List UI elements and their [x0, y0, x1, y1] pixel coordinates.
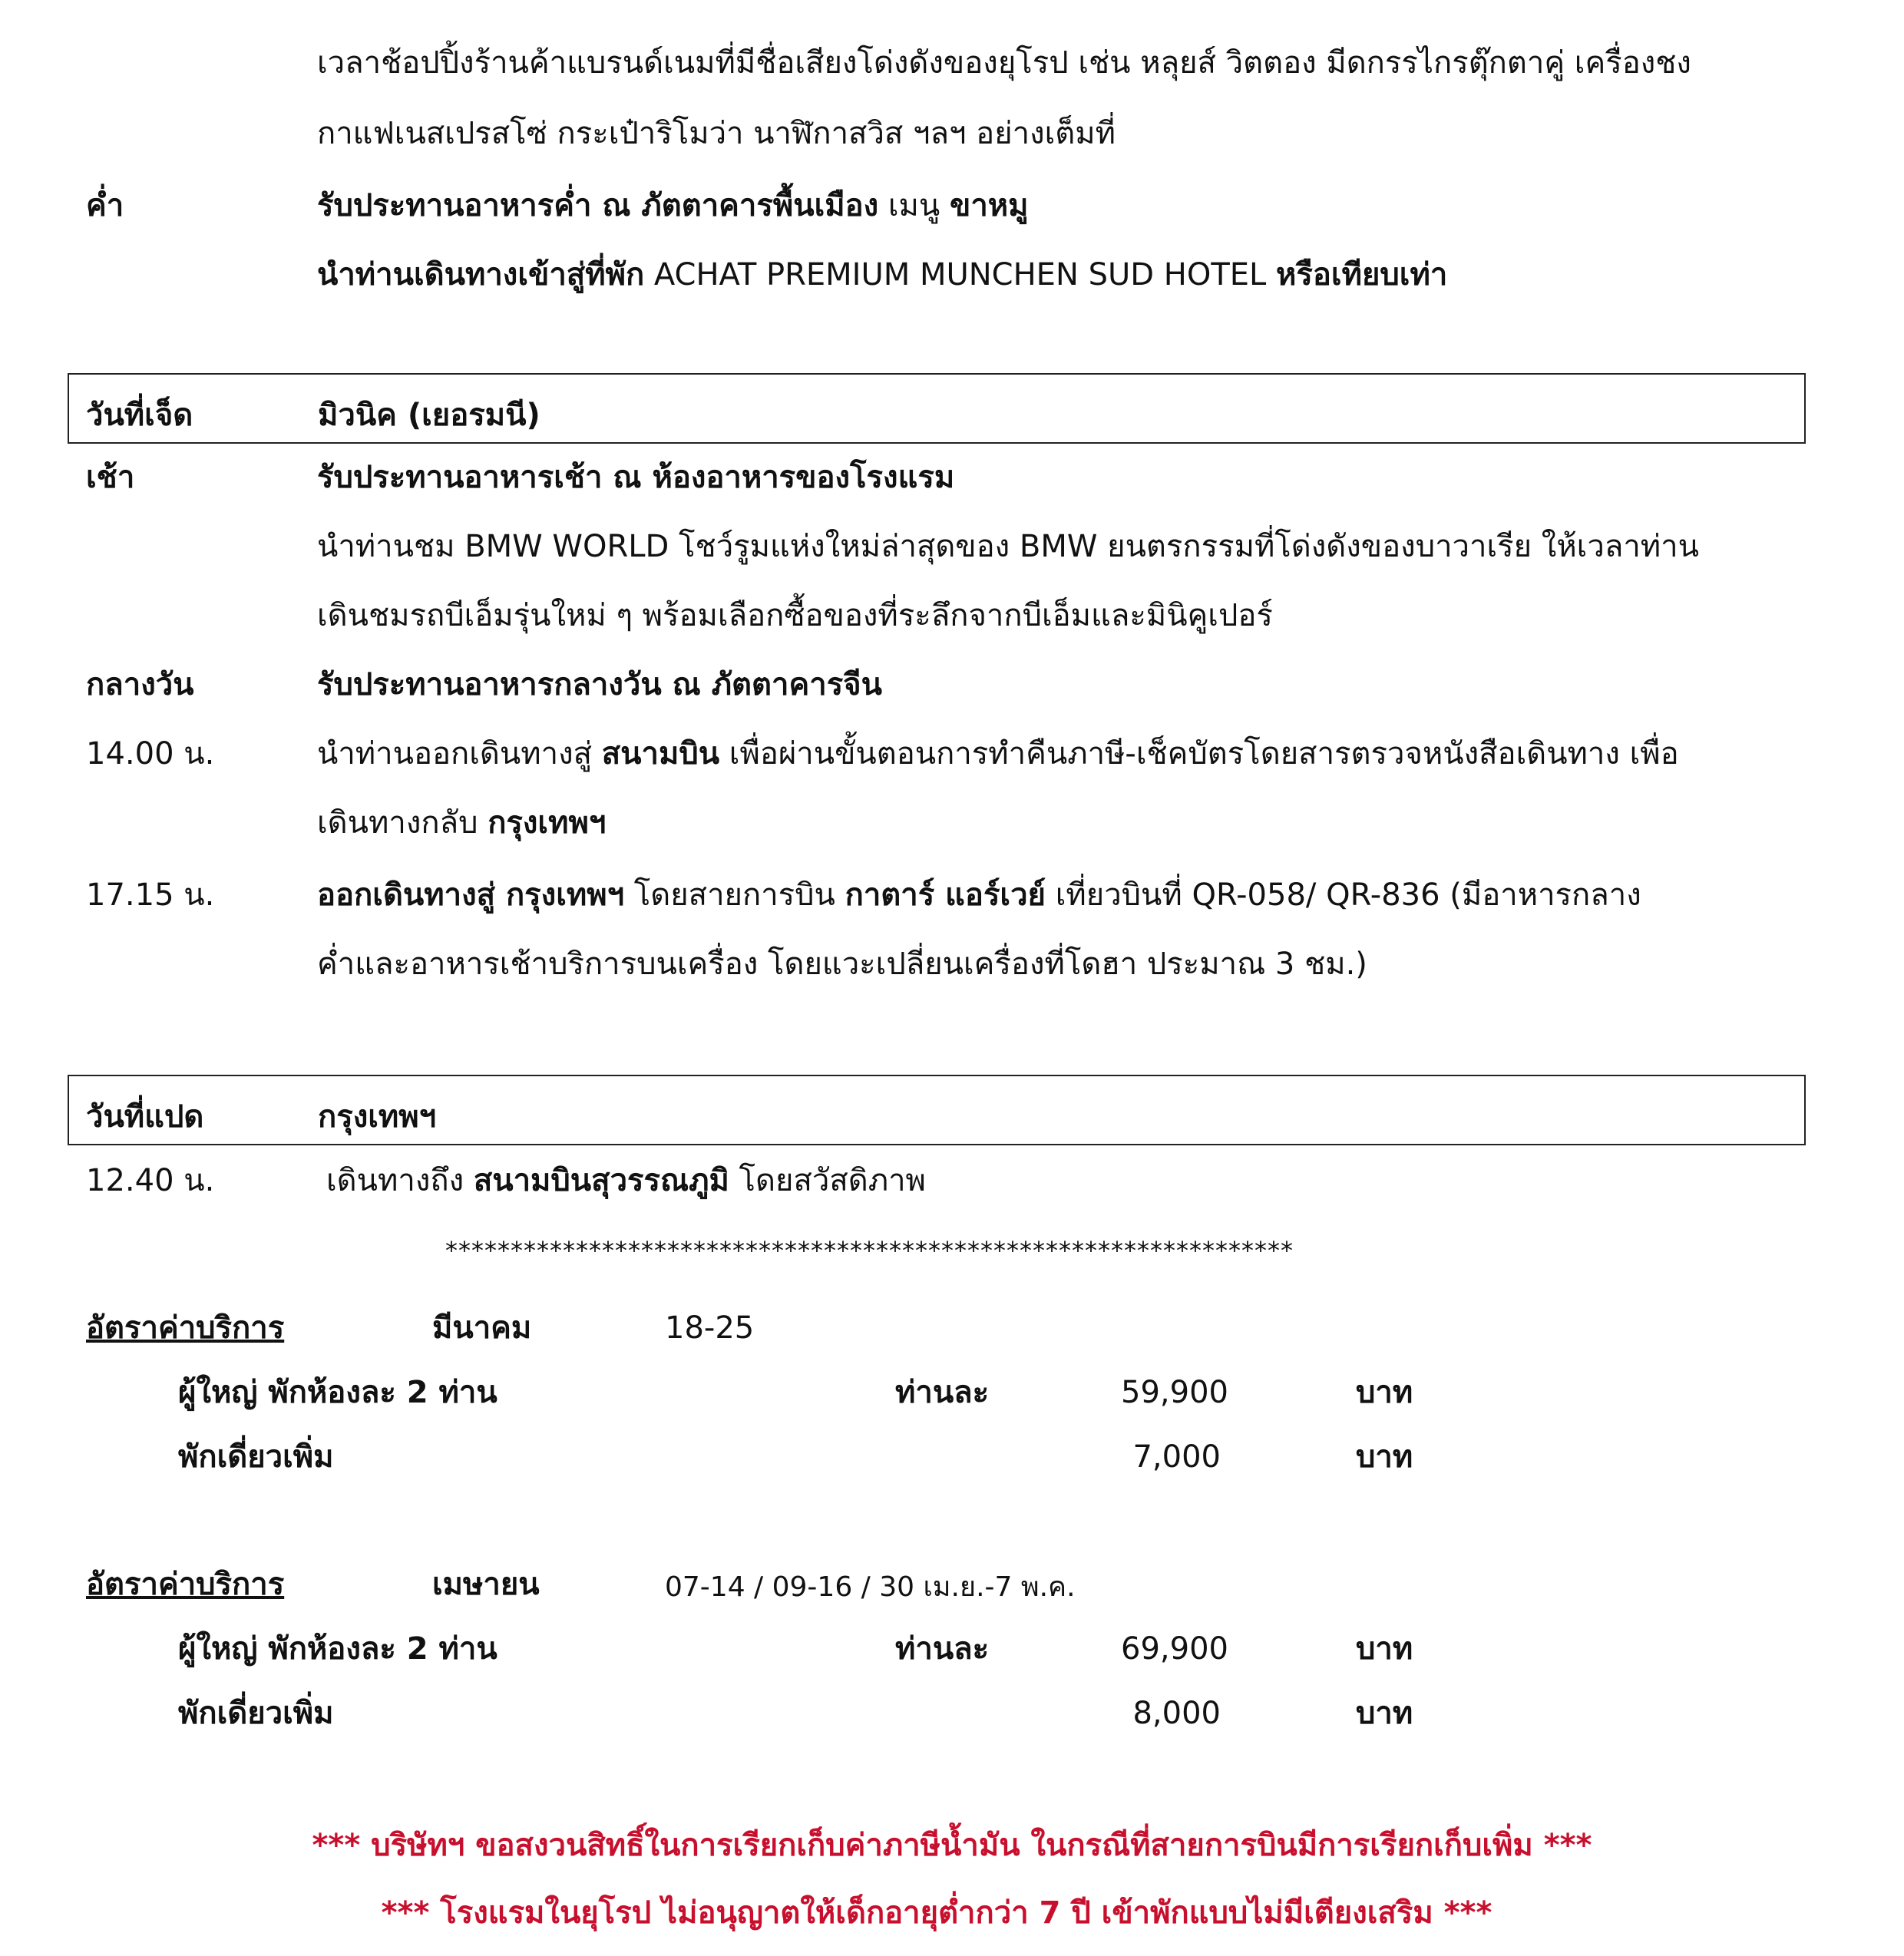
- day8-day-label: วันที่แปด: [86, 1099, 204, 1135]
- pricing-1-adult-currency: บาท: [1356, 1375, 1413, 1410]
- t1400-part-c: เพื่อผ่านขั้นตอนการทำคืนภาษี-เช็คบัตรโดยสารตรวจหนังสือเดินทาง เพื่อ: [719, 736, 1679, 771]
- t1400-airport: สนามบิน: [601, 736, 720, 771]
- pricing-1-title: อัตราค่าบริการ: [86, 1310, 285, 1346]
- dinner-text: [317, 187, 1029, 224]
- day8-header: [68, 1075, 1806, 1145]
- pricing-1-single-currency: บาท: [1356, 1439, 1413, 1475]
- t1715-airline: กาตาร์ แอร์เวย์: [845, 877, 1046, 913]
- t1715-by-airline: โดยสายการบิน: [624, 877, 845, 913]
- pricing-1-per-person: ท่านละ: [895, 1375, 990, 1410]
- day7-header: [68, 373, 1806, 444]
- separator-stars: *****************************************************************: [445, 1236, 1294, 1265]
- t1400-bangkok: กรุงเทพฯ: [488, 805, 607, 841]
- pricing-1-adult-label: ผู้ใหญ่ พักห้องละ 2 ท่าน: [178, 1375, 497, 1410]
- pricing-2-title: อัตราค่าบริการ: [86, 1567, 285, 1602]
- pricing-1-month: มีนาคม: [432, 1310, 532, 1346]
- hotel-equivalent: หรือเทียบเท่า: [1276, 257, 1448, 292]
- time-1240-text: [326, 1162, 926, 1199]
- bmw-text-line2: เดินชมรถบีเอ็มรุ่นใหม่ ๆ พร้อมเลือกซื้อของที่ระลึกจากบีเอ็มและมินิคูเปอร์: [317, 598, 1273, 633]
- breakfast-label: เช้า: [86, 460, 135, 495]
- time-1400-label: 14.00 น.: [86, 736, 215, 771]
- t1240-airport: สนามบินสุวรรณภูมิ: [473, 1163, 729, 1198]
- hotel-intro: นำท่านเดินทางเข้าสู่ที่พัก: [317, 257, 645, 292]
- pricing-2-adult-currency: บาท: [1356, 1631, 1413, 1667]
- t1715-flight: เที่ยวบินที่ QR-058/ QR-836 (มีอาหารกลาง: [1046, 877, 1641, 913]
- pricing-1-single-price: 7,000: [1132, 1439, 1221, 1475]
- t1715-depart: ออกเดินทางสู่ กรุงเทพฯ: [317, 877, 625, 913]
- note-child-policy: *** โรงแรมในยุโรป ไม่อนุญาตให้เด็กอายุต่ำกว่า 7 ปี เข้าพักแบบไม่มีเตียงเสริม ***: [381, 1895, 1492, 1931]
- time-1715-text-line1: [317, 877, 1641, 914]
- pricing-1-adult-price: 59,900: [1121, 1375, 1228, 1410]
- time-1400-text-line2: [317, 805, 606, 841]
- note-fuel-surcharge: *** บริษัทฯ ขอสงวนสิทธิ์ในการเรียกเก็บค่าภาษีน้ำมัน ในกรณีที่สายการบินมีการเรียกเก็บเพิ่ม ***: [312, 1828, 1592, 1863]
- t1400-part-d: เดินทางกลับ: [317, 805, 488, 841]
- lunch-label: กลางวัน: [86, 667, 194, 702]
- pricing-2-per-person: ท่านละ: [895, 1631, 990, 1667]
- t1240-part-c: โดยสวัสดิภาพ: [729, 1163, 926, 1198]
- hotel-text: [317, 256, 1447, 293]
- breakfast-text: รับประทานอาหารเช้า ณ ห้องอาหารของโรงแรม: [317, 460, 955, 495]
- pricing-1-dates: 18-25: [665, 1310, 755, 1346]
- pricing-1-single-label: พักเดี่ยวเพิ่ม: [178, 1439, 334, 1475]
- pricing-2-single-label: พักเดี่ยวเพิ่ม: [178, 1696, 334, 1731]
- day7-place: มิวนิค (เยอรมนี): [318, 398, 540, 433]
- pricing-2-single-currency: บาท: [1356, 1696, 1413, 1731]
- dinner-label: ค่ำ: [86, 188, 124, 223]
- t1400-part-a: นำท่านออกเดินทางสู่: [317, 736, 602, 771]
- time-1240-label: 12.40 น.: [86, 1163, 215, 1198]
- shopping-text-line1: เวลาช้อปปิ้งร้านค้าแบรนด์เนมที่มีชื่อเสียงโด่งดังของยุโรป เช่น หลุยส์ วิตตอง มีดกรรไกรตุ๊กตาคู่ เครื่องชง: [317, 45, 1691, 81]
- pricing-2-single-price: 8,000: [1132, 1696, 1221, 1731]
- hotel-name: ACHAT PREMIUM MUNCHEN SUD HOTEL: [644, 257, 1277, 292]
- dinner-menu-dish: ขาหมู: [949, 188, 1029, 223]
- bmw-text-line1: นำท่านชม BMW WORLD โชว์รูมแห่งใหม่ล่าสุดของ BMW ยนตรกรรมที่โด่งดังของบาวาเรีย ให้เวลาท่าน: [317, 529, 1699, 564]
- time-1715-text-line2: ค่ำและอาหารเช้าบริการบนเครื่อง โดยแวะเปลี่ยนเครื่องที่โดฮา ประมาณ 3 ชม.): [317, 947, 1367, 982]
- time-1715-label: 17.15 น.: [86, 877, 215, 913]
- pricing-2-month: เมษายน: [432, 1567, 540, 1602]
- day8-place: กรุงเทพฯ: [318, 1099, 437, 1135]
- t1240-part-a: เดินทางถึง: [326, 1163, 474, 1198]
- dinner-restaurant: รับประทานอาหารค่ำ ณ ภัตตาคารพื้นเมือง: [317, 188, 879, 223]
- pricing-2-dates: 07-14 / 09-16 / 30 เม.ย.-7 พ.ค.: [665, 1571, 1076, 1603]
- shopping-text-line2: กาแฟเนสเปรสโซ่ กระเป๋าริโมว่า นาฬิกาสวิส ฯลฯ อย่างเต็มที่: [317, 116, 1116, 151]
- time-1400-text-line1: [317, 735, 1679, 772]
- pricing-2-adult-price: 69,900: [1121, 1631, 1228, 1667]
- day7-day-label: วันที่เจ็ด: [86, 398, 193, 433]
- dinner-menu-word: เมนู: [878, 188, 950, 223]
- pricing-2-adult-label: ผู้ใหญ่ พักห้องละ 2 ท่าน: [178, 1631, 497, 1667]
- lunch-text: รับประทานอาหารกลางวัน ณ ภัตตาคารจีน: [317, 667, 882, 702]
